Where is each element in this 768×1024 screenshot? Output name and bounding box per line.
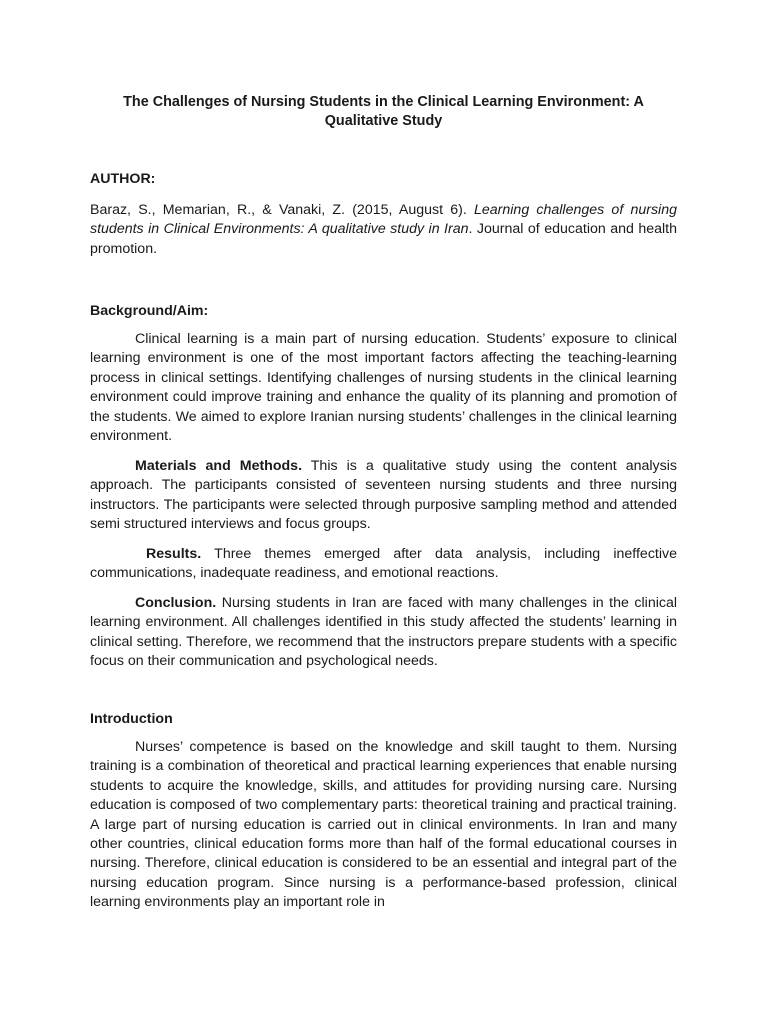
methods-text: This is a qualitative study using the content analysis approach. The participants consisted of seventeen nursing students and three nursing instructors. The participants were selected through purposive sampling method and attended semi structured interviews and focus groups. [90, 458, 677, 533]
methods-lead: Materials and Methods. [135, 458, 303, 474]
conclusion-lead: Conclusion. [135, 595, 217, 611]
author-heading: AUTHOR: [90, 171, 156, 187]
introduction-heading: Introduction [90, 711, 173, 727]
document-title: The Challenges of Nursing Students in the Clinical Learning Environment: A Qualitative Study [123, 94, 644, 130]
citation-article-title: Learning challenges of nursing students in Clinical Environments: A qualitative study in Iran [90, 202, 677, 238]
conclusion-text: Nursing students in Iran are faced with many challenges in the clinical learning environment. All challenges identified in this study affected the students’ learning in clinical setting. Therefore, we recommend that the instructors prepare students with a specific focus on their communication and psychological needs. [90, 595, 677, 670]
citation-journal: . Journal of education and health promotion. [90, 221, 678, 257]
background-paragraph: Clinical learning is a main part of nursing education. Students’ exposure to clinical learning environment is one of the most important factors affecting the teaching-learning process in clinical settings. Identifying challenges of nursing students in the clinical learning environment could improve training and enhance the quality of its planning and promotion of the students. We aimed to explore Iranian nursing students’ challenges in the clinical learning environment. [90, 331, 677, 445]
citation-authors-date: Baraz, S., Memarian, R., & Vanaki, Z. (2015, August 6). [90, 202, 474, 218]
methods-paragraph [90, 457, 677, 535]
introduction-paragraph: Nurses’ competence is based on the knowledge and skill taught to them. Nursing training is a combination of theoretical and practical learning experiences that enable nursing students to acquire the knowledge, skills, and attitudes for providing nursing care. Nursing education is composed of two complementary parts: theoretical training and practical training. A large part of nursing education is carried out in clinical environments. In Iran and many other countries, clinical education forms more than half of the formal educational courses in nursing. Therefore, clinical education is considered to be an essential and integral part of the nursing education program. Since nursing is a performance-based profession, clinical learning environments play an important role in [90, 739, 677, 911]
conclusion-paragraph [90, 594, 677, 672]
results-text: Three themes emerged after data analysis, including ineffective communications, inadequate readiness, and emotional reactions. [90, 546, 677, 582]
background-heading: Background/Aim: [90, 303, 209, 319]
results-paragraph [90, 545, 677, 584]
results-lead: Results. [146, 546, 202, 562]
citation [90, 201, 677, 259]
